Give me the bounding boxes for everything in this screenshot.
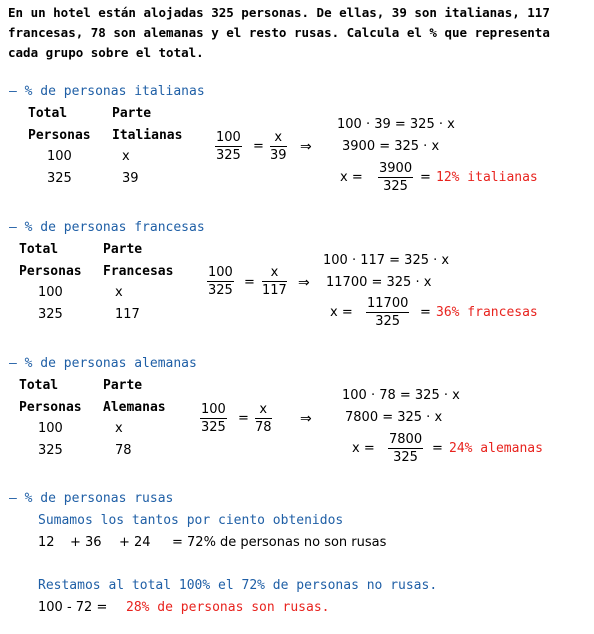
section-heading: — % de personas francesas [9,220,205,235]
table-cell: 100 [38,285,63,300]
table-cell: 78 [115,443,132,458]
table-cell: 100 [47,149,72,164]
proportion-fraction-right: $\frac{x}{117}$ [262,265,287,298]
proportion-fraction-left: $\frac{100}{325}$ [201,402,226,435]
table-cell: 325 [38,443,63,458]
equals-sign: = [238,411,249,426]
col-total-subheader: Personas [19,400,82,415]
col-parte-header: Parte [112,106,152,121]
table-cell: x [115,421,123,436]
equation-step-2: 11700 = 325 · x [326,275,432,290]
table-cell: x [115,285,123,300]
equals-sign: = [432,441,443,456]
x-label: x = [340,170,363,185]
implies-arrow-icon: ⇒ [300,411,312,427]
section-heading: — % de personas rusas [9,491,174,506]
col-total-header: Total [19,242,59,257]
col-total-header: Total [28,106,68,121]
col-parte-subheader: Francesas [103,264,174,279]
proportion-fraction-left: $\frac{100}{325}$ [216,130,241,163]
table-cell: 39 [122,171,139,186]
table-cell: 325 [38,307,63,322]
col-parte-header: Parte [103,242,143,257]
sum-term: + 36 [70,535,102,550]
x-label: x = [352,441,375,456]
equals-sign: = [244,275,255,290]
col-total-header: Total [19,378,59,393]
equals-sign: = [420,170,431,185]
col-parte-subheader: Italianas [112,128,183,143]
problem-line-2: francesas, 78 son alemanas y el resto rusas. Calcula el % que representa [8,25,550,40]
solution-fraction: $\frac{3900}{325}$ [379,161,413,194]
result-text: 36% francesas [436,305,538,320]
diff-expression: 100 - 72 = [38,600,108,615]
sum-result: = 72% de personas no son rusas [172,535,387,550]
solution-fraction: $\frac{11700}{325}$ [367,296,409,329]
proportion-fraction-left: $\frac{100}{325}$ [208,265,233,298]
sum-term: 12 [38,535,55,550]
equation-step-1: 100 · 117 = 325 · x [323,253,450,268]
col-parte-subheader: Alemanas [103,400,166,415]
equation-step-2: 3900 = 325 · x [342,139,440,154]
implies-arrow-icon: ⇒ [300,139,312,155]
table-cell: 325 [47,171,72,186]
table-cell: x [122,149,130,164]
equals-sign: = [420,305,431,320]
section-heading: — % de personas italianas [9,84,205,99]
problem-line-1: En un hotel están alojadas 325 personas. De ellas, 39 son italianas, 117 [8,5,550,20]
table-cell: 100 [38,421,63,436]
equation-step-1: 100 · 78 = 325 · x [342,388,460,403]
table-cell: 117 [115,307,140,322]
problem-line-3: cada grupo sobre el total. [8,45,204,60]
result-text: 12% italianas [436,170,538,185]
result-text: 24% alemanas [449,441,543,456]
section-heading: — % de personas alemanas [9,356,197,371]
implies-arrow-icon: ⇒ [298,275,310,291]
equation-step-2: 7800 = 325 · x [345,410,443,425]
proportion-fraction-right: $\frac{x}{78}$ [255,402,272,435]
x-label: x = [330,305,353,320]
note-sum: Sumamos los tantos por ciento obtenidos [38,513,344,528]
col-total-subheader: Personas [19,264,82,279]
solution-fraction: $\frac{7800}{325}$ [389,432,423,465]
result-text: 28% de personas son rusas. [126,600,330,615]
equation-step-1: 100 · 39 = 325 · x [337,117,455,132]
col-total-subheader: Personas [28,128,91,143]
equals-sign: = [253,139,264,154]
sum-term: + 24 [119,535,151,550]
note-subtract: Restamos al total 100% el 72% de personas no rusas. [38,578,438,593]
col-parte-header: Parte [103,378,143,393]
proportion-fraction-right: $\frac{x}{39}$ [270,130,287,163]
